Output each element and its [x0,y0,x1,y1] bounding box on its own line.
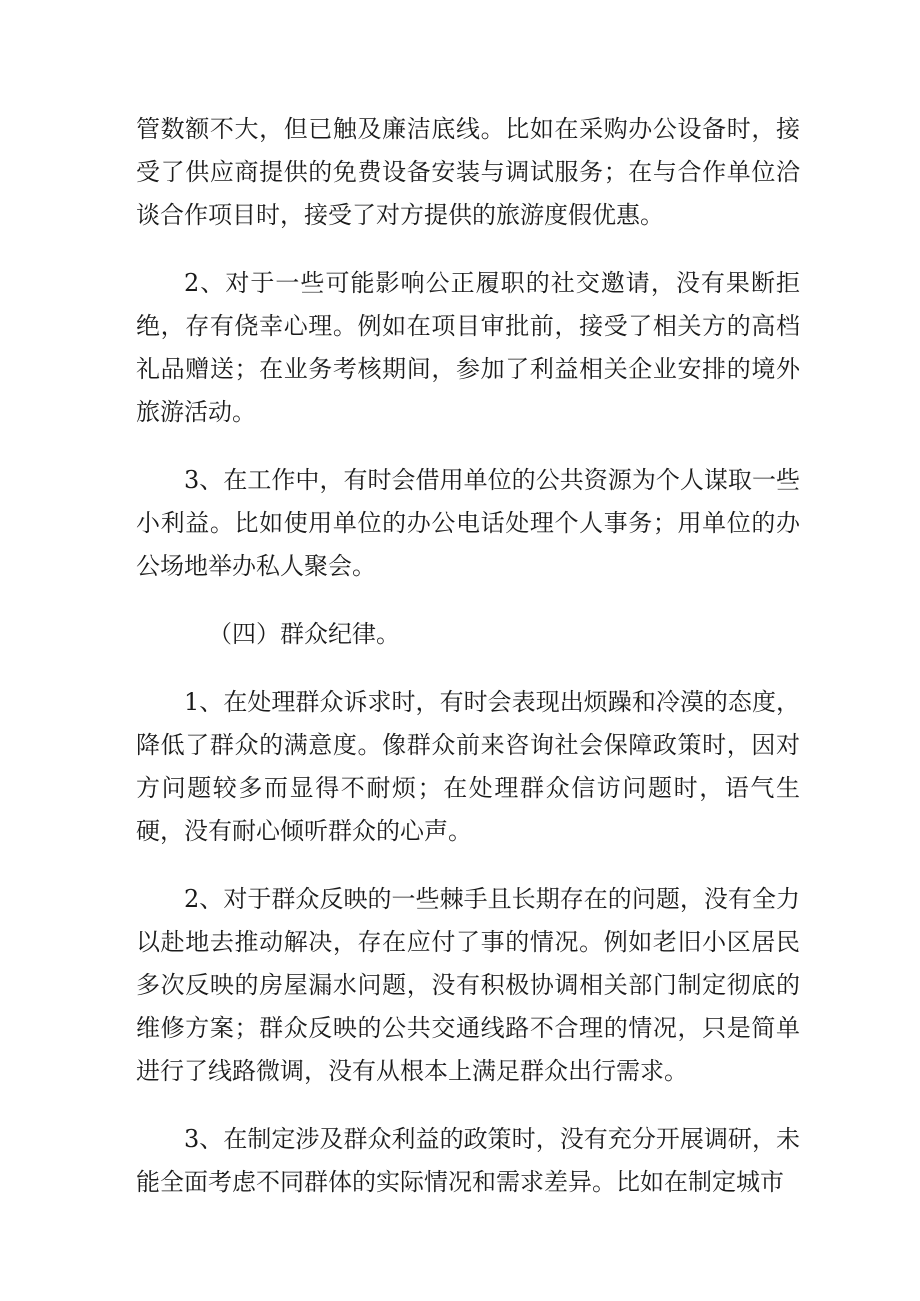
document-body [136,108,800,1229]
section-heading-mass-discipline: （四）群众纪律。 [208,620,400,648]
paragraph-item-3-public-resources: 3、在工作中，有时会借用单位的公共资源为个人谋取一些小利益。比如使用单位的办公电话处理个人事务；用单位的办公场地举办私人聚会。 [136,466,800,580]
paragraph-item-1-public-appeals: 1、在处理群众诉求时，有时会表现出烦躁和冷漠的态度，降低了群众的满意度。像群众前来咨询社会保障政策时，因对方问题较多而显得不耐烦；在处理群众信访问题时，语气生硬，没有耐心倾听群众的心声。 [136,688,800,845]
paragraph-item-2-social-invitations: 2、对于一些可能影响公正履职的社交邀请，没有果断拒绝，存有侥幸心理。例如在项目审批前，接受了相关方的高档礼品赠送；在业务考核期间，参加了利益相关企业安排的境外旅游活动。 [136,269,800,426]
paragraph-continuation: 管数额不大，但已触及廉洁底线。比如在采购办公设备时，接受了供应商提供的免费设备安装与调试服务；在与合作单位洽谈合作项目时，接受了对方提供的旅游度假优惠。 [136,115,800,229]
paragraph-item-3-policy-research: 3、在制定涉及群众利益的政策时，没有充分开展调研，未能全面考虑不同群体的实际情况和需求差异。比如在制定城市 [136,1125,800,1196]
paragraph-item-2-long-standing-issues: 2、对于群众反映的一些棘手且长期存在的问题，没有全力以赴地去推动解决，存在应付了事的情况。例如老旧小区居民多次反映的房屋漏水问题，没有积极协调相关部门制定彻底的维修方案；群众反映的公共交通线路不合理的情况，只是简单进行了线路微调，没有从根本上满足群众出行需求。 [136,885,800,1085]
